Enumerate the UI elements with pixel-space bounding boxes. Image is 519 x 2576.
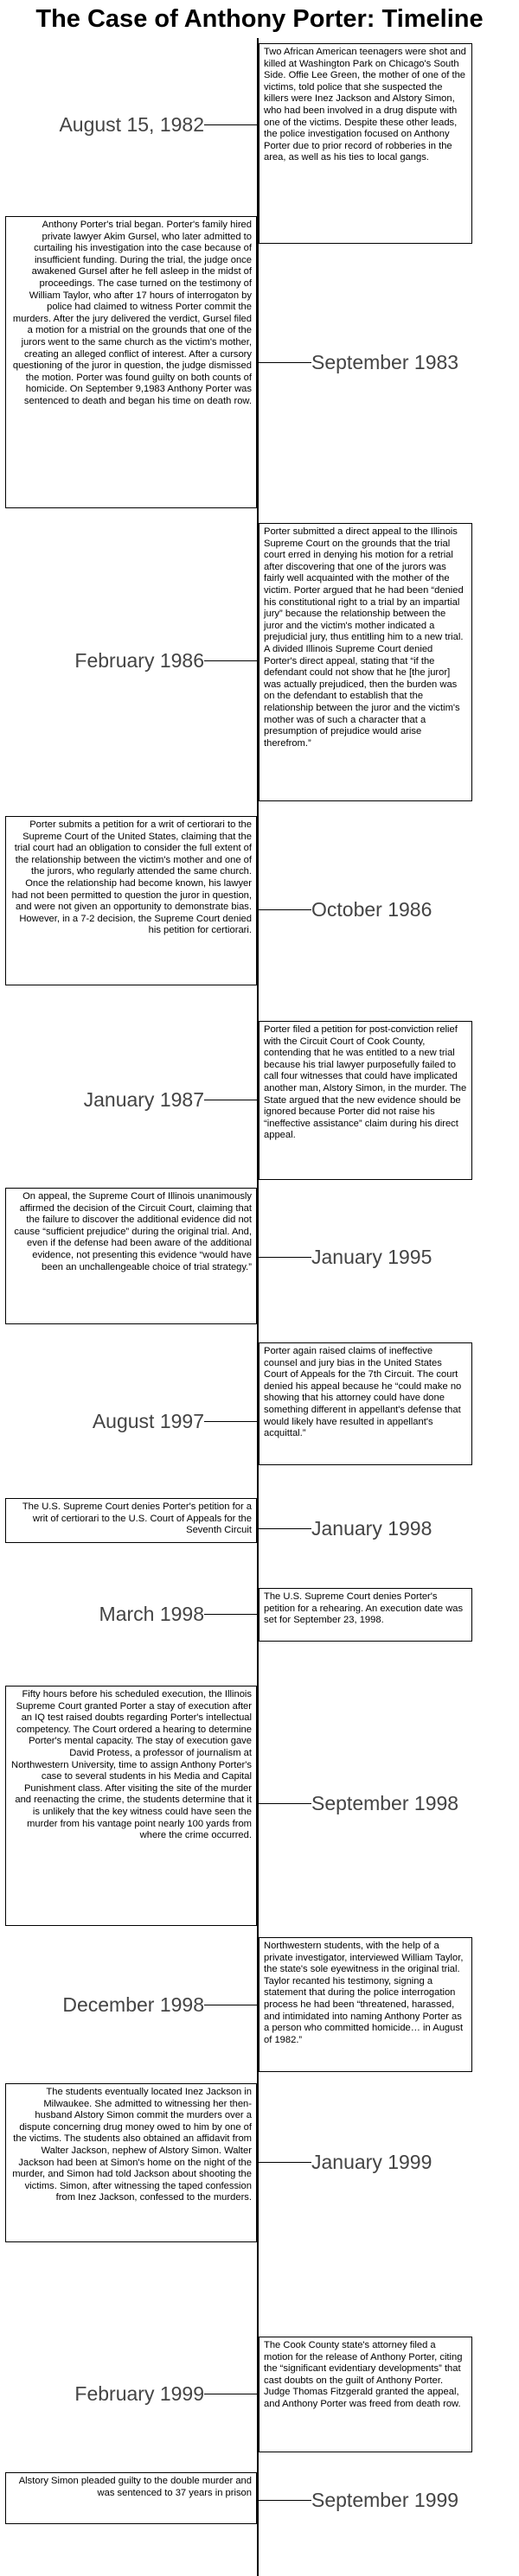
- event-text-box: The Cook County state's attorney filed a motion for the release of Anthony Porter, citing the “significant evidentiary developments” that cast doubts on the guilt of Anthony Porter. Judge Thomas Fitzgerald granted the appeal, and Anthony Porter was freed from death row.: [259, 2337, 472, 2452]
- event-text-box: Fifty hours before his scheduled execution, the Illinois Supreme Court granted Porter a stay of execution after an IQ test raised doubts regarding Porter's intellectual competency. The Court ordered a hearing to determine Porter's mental capacity. The stay of execution gave David Protess, a professor of journalism at Northwestern University, time to assign Anthony Porter's case to several students in his Media and Capital Punishment class. After visiting the site of the murder and reenacting the crime, the students determine that it is unlikely that the key witness could have seen the murder from his vantage point nearly 100 yards from where the crime occurred.: [5, 1686, 257, 1926]
- event-date-label: March 1998: [99, 1603, 204, 1625]
- event-date-label: October 1986: [311, 898, 432, 921]
- event-text-box: Porter submitted a direct appeal to the Illinois Supreme Court on the grounds that the trial court erred in denying his motion for a retrial after discovering that one of the jurors was fairly well acquainted with the mother of the victim. Porter argued that he had been “denied his constitutional right to a trial by an impartial jury” because the relationship between the juror and the victim's mother indicated a prejudicial jury, thus entitling him to a new trial. A divided Illinois Supreme Court denied Porter's direct appeal, stating that “if the defendant could not show that he [the juror] was actually prejudiced, then the burden was on the defendant to establish that the relationship between the juror and the victim's mother was of such a character that a presumption of prejudice would arise therefrom.”: [259, 523, 472, 801]
- event-date-label: February 1999: [74, 2382, 204, 2405]
- event-text-box: Alstory Simon pleaded guilty to the double murder and was sentenced to 37 years in prison: [5, 2472, 257, 2524]
- date-connector-line: [204, 1421, 257, 1422]
- event-date-label: August 15, 1982: [59, 113, 204, 136]
- date-connector-line: [259, 1528, 311, 1529]
- date-connector-line: [204, 124, 257, 125]
- event-text-box: Northwestern students, with the help of a private investigator, interviewed William Taylor, the state's sole eyewitness in the original trial. Taylor recanted his testimony, signing a statement that during the police interrogation process he had been “threatened, harassed, and intimidated into naming Anthony Porter as a person who committed homicide… in August of 1982.”: [259, 1937, 472, 2072]
- event-text-box: Two African American teenagers were shot and killed at Washington Park on Chicago's South Side. Offie Lee Green, the mother of one of the victims, told police that she suspected the killers were Inez Jackson and Alstory Simon, who had been involved in a drug dispute with one of the victims. Despite these other leads, the police investigation focused on Anthony Porter due to prior record of robberies in the area, as well as his ties to local gangs.: [259, 43, 472, 244]
- event-text-box: The U.S. Supreme Court denies Porter's petition for a writ of certiorari to the U.S. Court of Appeals for the Seventh Circuit: [5, 1498, 257, 1543]
- event-text-box: On appeal, the Supreme Court of Illinois unanimously affirmed the decision of the Circuit Court, claiming that the failure to discover the additional evidence did not cause “sufficient prejudice” during the original trial. And, even if the defense had been aware of the additional evidence, not presenting this evidence “would have been an unchallengeable choice of trial strategy.”: [5, 1188, 257, 1324]
- date-connector-line: [259, 1257, 311, 1258]
- event-date-label: January 1995: [311, 1246, 432, 1268]
- event-text-box: Anthony Porter's trial began. Porter's family hired private lawyer Akim Gursel, who later admitted to curtailing his investigation into the case because of insufficient funding. During the trial, the judge once awakened Gursel after he fell asleep in the midst of proceedings. The case turned on the testimony of William Taylor, who after 17 hours of interrogaton by police had claimed to witness Porter commit the murders. After the jury delivered the verdict, Gursel filed a motion for a mistrial on the grounds that one of the jurors went to the same church as the victim's mother, creating an alleged conflict of interest. After a cursory questioning of the juror in question, the judge dismissed the motion. Porter was found guilty on both counts of homicide. On September 9,1983 Anthony Porter was sentenced to death and began his time on death row.: [5, 216, 257, 508]
- date-connector-line: [259, 2500, 311, 2501]
- event-date-label: September 1999: [311, 2489, 459, 2511]
- event-text-box: Porter submits a petition for a writ of certiorari to the Supreme Court of the United States, claiming that the trial court had an obligation to consider the full extent of the relationship between the victim's mother and one of the jurors, who regularly attended the same church. Once the relationship had become known, his lawyer had not been permitted to question the juror in question, and were not given an opportunity to demonstrate bias. However, in a 7-2 decision, the Supreme Court denied his petition for certiorari.: [5, 816, 257, 985]
- date-connector-line: [259, 1803, 311, 1804]
- event-date-label: December 1998: [62, 1993, 204, 2016]
- date-connector-line: [259, 362, 311, 363]
- event-text-box: The U.S. Supreme Court denies Porter's petition for a rehearing. An execution date was set for September 23, 1998.: [259, 1588, 472, 1642]
- event-date-label: February 1986: [74, 649, 204, 672]
- event-date-label: January 1999: [311, 2151, 432, 2173]
- date-connector-line: [204, 1614, 257, 1615]
- date-connector-line: [204, 660, 257, 661]
- page-title: The Case of Anthony Porter: Timeline: [35, 5, 484, 33]
- event-date-label: January 1998: [311, 1517, 432, 1540]
- event-text-box: Porter again raised claims of ineffective counsel and jury bias in the United States Court of Appeals for the 7th Circuit. The court denied his appeal because he “could make no showing that his attorney could have done something different in appellant's defense that would likely have resulted in appellant's acquittal.”: [259, 1342, 472, 1465]
- event-text-box: Porter filed a petition for post-conviction relief with the Circuit Court of Cook County, contending that he was entitled to a new trial because his trial lawyer purposefully failed to call four witnesses that could have implicated another man, Alstory Simon, in the murder. The State argued that the new evidence should be ignored because Porter did not raise his “ineffective assistance” claim during his direct appeal.: [259, 1021, 472, 1180]
- event-date-label: January 1987: [83, 1088, 204, 1111]
- date-connector-line: [259, 909, 311, 910]
- event-text-box: The students eventually located Inez Jackson in Milwaukee. She admitted to witnessing her then-husband Alstory Simon commit the murders over a dispute concerning drug money owed to him by one of the victims. The students also obtained an affidavit from Walter Jackson, nephew of Alstory Simon. Walter Jackson had been at Simon's home on the night of the murder, and Simon had told Jackson about shooting the victims. Simon, after witnessing the taped confession from Inez Jackson, confessed to the murders.: [5, 2083, 257, 2242]
- date-connector-line: [259, 2162, 311, 2163]
- event-date-label: September 1998: [311, 1792, 459, 1814]
- timeline-axis: [257, 38, 259, 2576]
- event-date-label: August 1997: [92, 1410, 204, 1432]
- event-date-label: September 1983: [311, 351, 459, 373]
